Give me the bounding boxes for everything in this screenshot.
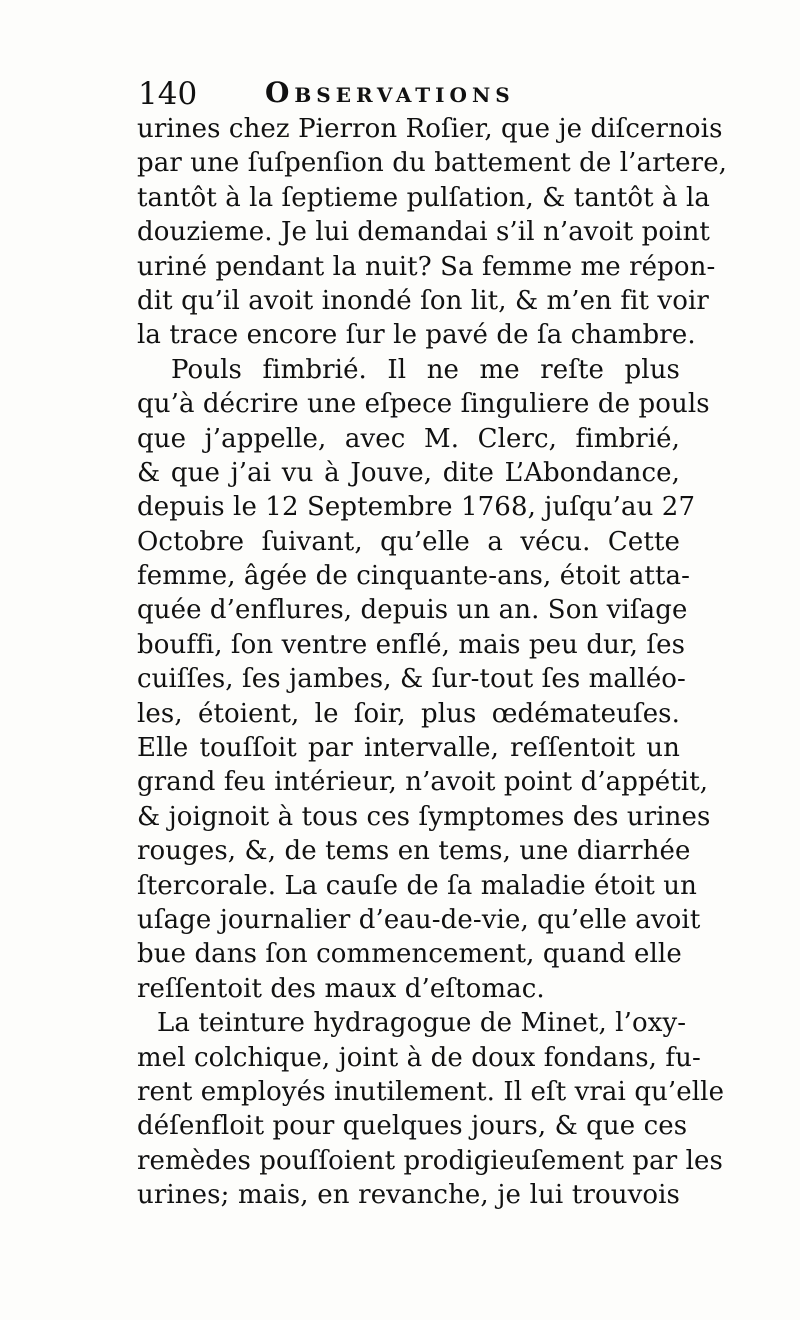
text-line: & que j’ai vu à Jouve, dite L’Abondance, (137, 457, 680, 488)
text-line: bouffi, ſon ventre enflé, mais peu dur, ſes (137, 629, 686, 660)
text-line: remèdes pouſſoient prodigieuſement par les (137, 1145, 723, 1176)
body-text (137, 112, 728, 1213)
text-line: qu’à décrire une eſpece ſinguliere de pouls (137, 389, 710, 420)
text-line: que j’appelle, avec M. Clerc, fimbrié, (137, 423, 680, 454)
text-line: & joignoit à tous ces ſymptomes des urines (137, 801, 711, 832)
text-line: grand feu intérieur, n’avoit point d’appétit, (137, 767, 709, 798)
text-line: reſſentoit des maux d’eſtomac. (137, 973, 545, 1004)
text-line: rent employés inutilement. Il eſt vrai qu’elle (137, 1076, 725, 1107)
text-line: douzieme. Je lui demandai s’il n’avoit point (137, 217, 710, 248)
text-line: rouges, &, de tems en tems, une diarrhée (137, 836, 691, 867)
text-line: urines; mais, en revanche, je lui trouvois (137, 1180, 680, 1211)
paragraph-start-line: La teinture hydragogue de Minet, l’oxy- (157, 1008, 687, 1039)
text-line: Octobre ſuivant, qu’elle a vécu. Cette (137, 526, 680, 557)
text-line: bue dans ſon commencement, quand elle (137, 939, 682, 970)
text-line: déſenfloit pour quelques jours, & que ces (137, 1111, 688, 1142)
page-number: 140 (138, 76, 198, 112)
text-line: quée d’enflures, depuis un an. Son viſage (137, 595, 688, 626)
text-line: mel colchique, joint à de doux fondans, fu- (137, 1042, 701, 1073)
text-line: les, étoient, le ſoir, plus œdémateuſes. (137, 698, 680, 729)
text-line: dit qu’il avoit inondé ſon lit, & m’en fit voir (137, 285, 709, 316)
text-line: urines chez Pierron Roſier, que je diſcernois (137, 114, 723, 144)
text-line: uriné pendant la nuit? Sa femme me répon- (137, 251, 716, 282)
section-heading-line: Pouls fimbrié. Il ne me reſte plus (171, 354, 680, 385)
running-head (138, 76, 678, 116)
text-line: femme, âgée de cinquante-ans, étoit atta- (137, 561, 691, 592)
text-line: tantôt à la ſeptieme pulſation, & tantôt à la (137, 182, 710, 213)
running-title: Observations (265, 76, 515, 109)
text-line: Elle touſſoit par intervalle, reſſentoit un (137, 733, 680, 764)
text-line: la trace encore ſur le pavé de ſa chambre. (137, 320, 696, 351)
text-line: ſtercorale. La cauſe de ſa maladie étoit un (137, 870, 697, 901)
text-line: uſage journalier d’eau-de-vie, qu’elle avoit (137, 904, 701, 935)
text-line: depuis le 12 Septembre 1768, juſqu’au 27 (137, 492, 696, 523)
text-line: cuiſſes, ſes jambes, & ſur-tout ſes malléo- (137, 664, 686, 695)
text-line: par une ſuſpenſion du battement de l’artere, (137, 148, 728, 179)
